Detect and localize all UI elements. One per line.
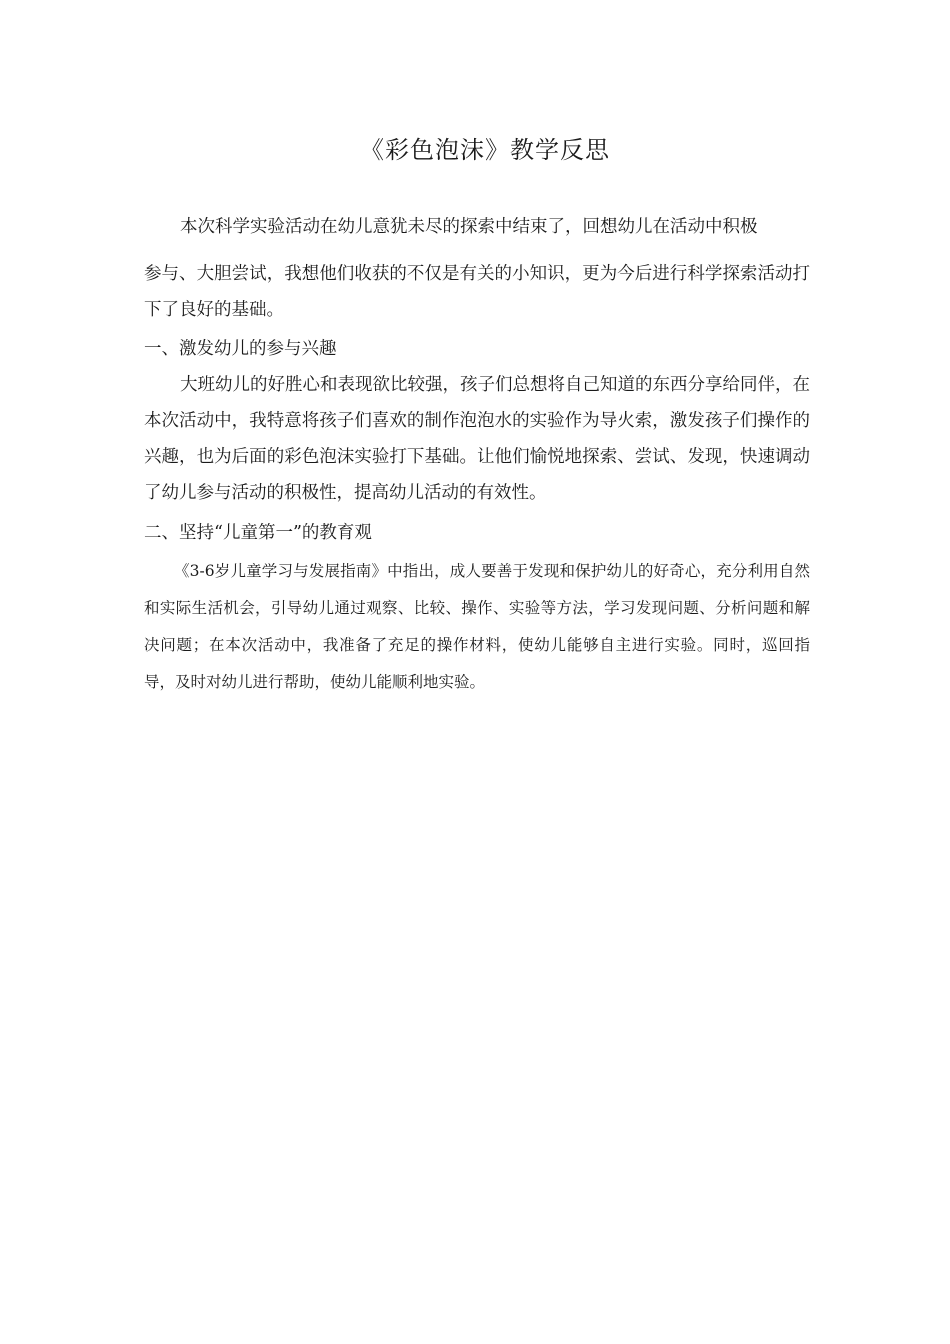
intro-paragraph-first-line: 本次科学实验活动在幼儿意犹未尽的探索中结束了，回想幼儿在活动中积极 (180, 217, 758, 237)
intro-paragraph (144, 208, 810, 328)
document-title (0, 130, 950, 170)
section-heading-1: 一、激发幼儿的参与兴趣 (144, 339, 337, 359)
section-2-paragraph: 《3-6岁儿童学习与发展指南》中指出，成人要善于发现和保护幼儿的好奇心，充分利用自然和实际生活机会，引导幼儿通过观察、比较、操作、实验等方法，学习发现问题、分析问题和解决问题；在本次活动中，我准备了充足的操作材料，使幼儿能够自主进行实验。同时，巡回指导，及时对幼儿进行帮助，使幼儿能顺利地实验。 (144, 562, 810, 691)
section-heading-2: 二、坚持“儿童第一”的教育观 (144, 523, 372, 543)
section-1-paragraph: 大班幼儿的好胜心和表现欲比较强，孩子们总想将自己知道的东西分享给同伴，在本次活动中，我特意将孩子们喜欢的制作泡泡水的实验作为导火索，激发孩子们操作的兴趣，也为后面的彩色泡沫实验打下基础。让他们愉悦地探索、尝试、发现，快速调动了幼儿参与活动的积极性，提高幼儿活动的有效性。 (144, 375, 810, 503)
document-title-text: 《彩色泡沫》教学反思 (360, 136, 610, 164)
intro-paragraph-continuation: 参与、大胆尝试，我想他们收获的不仅是有关的小知识，更为今后进行科学探索活动打下了良好的基础。 (144, 264, 810, 320)
